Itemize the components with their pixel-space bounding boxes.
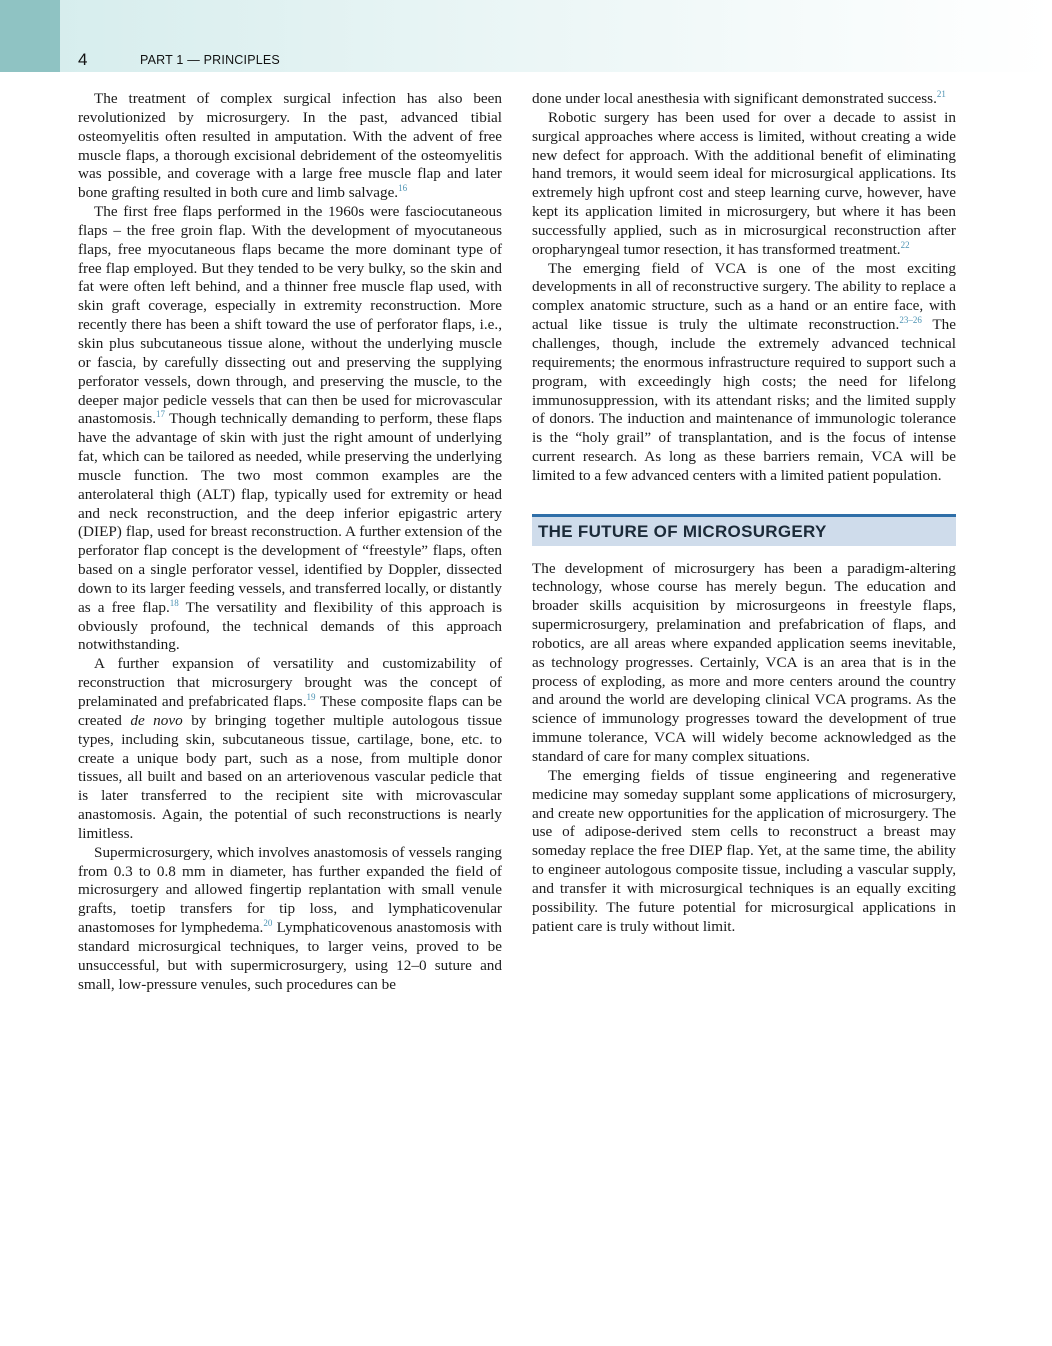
page-number: 4 [78, 50, 88, 69]
reference-18[interactable]: 18 [169, 597, 179, 608]
reference-20[interactable]: 20 [263, 918, 273, 929]
corner-block [0, 0, 60, 72]
running-head: PART 1 — PRINCIPLES [140, 53, 280, 67]
paragraph-free-flaps: The first free flaps performed in the 1960s were fasciocutaneous flaps – the free groin flap. With the development of myocutaneous flaps, free myocutaneous flaps became the more dominant type of free flap employed. But they tended to be very bulky, so the skin and fat were often left behind, and a thinner free muscle flap used, with skin graft coverage, especially in extremity reconstruction. More recently there has been a shift toward the use of perforator flaps, i.e., skin plus subcutaneous tissue alone, without the underlying muscle or fascia, by carefully dissecting out and preserving the supplying perforator vessels, down through, and preserving the muscle, to the deeper major pedicle vessels that can then be used for microvascular anastomosis.$^{17}$ Though technically demanding to perform, these flaps have the advantage of skin with just the right amount of underlying fat, which can be tailored as needed, while preserving the underlying muscle function. The two most common examples are the anterolateral thigh (ALT) flap, typically used for extremity or head and neck reconstruction, and the deep inferior epigastric artery (DIEP) flap, used for breast reconstruction. A further extension of the perforator flap concept is the development of “freestyle” flaps, often based on a single perforator vessel, identified by Doppler, dissected down to its larger feeding vessels, and transferred locally, or distantly as a free flap.$^{18}$ The versatility and flexibility of this approach is obviously profound, the technical demands of this approach notwithstanding. [78, 203, 502, 654]
reference-21[interactable]: 21 [936, 89, 946, 99]
reference-16[interactable]: 16 [398, 183, 408, 194]
paragraph-prelaminated: A further expansion of versatility and customizability of reconstruction that microsurgery brought was the concept of prelaminated and prefabricated flaps.$^{19}$ These composite flaps can be created de novo by bringing together multiple autologous tissue types, including skin, subcutaneous tissue, cartilage, bone, etc. to create a unique body part, such as a nose, from multiple donor tissues, all built and based on an arteriovenous vascular pedicle that is later transferred to the recipient site with microvascular anastomosis. Again, the potential of such reconstructions is nearly limitless. [78, 655, 502, 842]
left-column [78, 90, 502, 995]
right-column [532, 90, 956, 936]
paragraph-vca: The emerging field of VCA is one of the most exciting developments in all of reconstructive surgery. The ability to replace a complex anatomic structure, such as a hand or an entire face, with actual like tissue is truly the ultimate reconstruction.$^{23-26}$ The challenges, though, include the extremely advanced technical requirements; the enormous infrastructure required to support such a program, with exceedingly high costs; the need for lifelong immunosuppression, with its attendant risks; and the limited supply of donors. The induction and maintenance of immunologic tolerance is the “holy grail” of transplantation, and is the focus of intense current research. As long as these barriers remain, VCA will be limited to a few advanced centers with a limited patient population. [532, 259, 956, 484]
paragraph-continued: done under local anesthesia with significant demonstrated success.$^{21}$ [532, 89, 946, 107]
paragraph-robotic: Robotic surgery has been used for over a decade to assist in surgical approaches where access is limited, without creating a wide new defect for approach. With the additional benefit of eliminating hand tremors, it would seem ideal for microsurgical applications. Its extremely high upfront cost and steep learning curve, however, have kept its application limited in microsurgery, but where it has been successfully applied, such as in microsurgical reconstruction after oropharyngeal tumor resection, it has transformed treatment.$^{22}$ [532, 108, 956, 258]
reference-23-26[interactable]: 23–26 [899, 315, 922, 326]
paragraph-future: The development of microsurgery has been a paradigm-altering technology, whose course has merely begun. The education and broader skills acquisition by microsurgeons in freestyle flaps, supermicrosurgery, prelamination and prefabrication of flaps, and robotics, are all areas where expanded application seems inevitable, as technology progresses. Certainly, VCA is an area that is in the process of exploding, as more and more centers around the country and around the world are developing clinical VCA programs. As the science of immunology progresses toward the development of true immune tolerance, VCA will widely become acknowledged as the standard of care for many complex situations. [532, 559, 956, 765]
reference-22[interactable]: 22 [900, 239, 910, 250]
section-heading: THE FUTURE OF MICROSURGERY [532, 514, 956, 546]
reference-17[interactable]: 17 [156, 409, 166, 420]
paragraph-tissue-engineering: The emerging fields of tissue engineering and regenerative medicine may someday supplant some applications of microsurgery, and create new opportunities for the application of microsurgery. The use of adipose-derived stem cells to reconstruct a breast may someday replace the free DIEP flap. Yet, at the same time, the ability to engineer autologous composite tissue, including a vascular supply, and transfer it with microsurgical techniques is an equally exciting possibility. The future potential for microsurgical applications in patient care is truly without limit. [532, 766, 956, 935]
paragraph-infection: The treatment of complex surgical infection has also been revolutionized by microsurgery. In the past, advanced tibial osteomyelitis often resulted in amputation. With the advent of free muscle flaps, a thorough excisional debridement of the osteomyelitis was possible, and coverage with a large free muscle flap and later bone grafting resulted in both cure and limb salvage.$^{16}$ [78, 90, 502, 202]
paragraph-supermicrosurgery: Supermicrosurgery, which involves anastomosis of vessels ranging from 0.3 to 0.8 mm in diameter, has further expanded the field of microsurgery and allowed fingertip replantation with small venule grafts, toetip transfers for tip loss, and lymphaticovenular anastomoses for lymphedema.$^{20}$ Lymphaticovenous anastomosis with standard microsurgical techniques, to larger veins, proved to be unsuccessful, but with supermicrosurgery, using 12–0 suture and small, low-pressure venules, such procedures can be [78, 843, 503, 993]
reference-19[interactable]: 19 [306, 692, 316, 702]
